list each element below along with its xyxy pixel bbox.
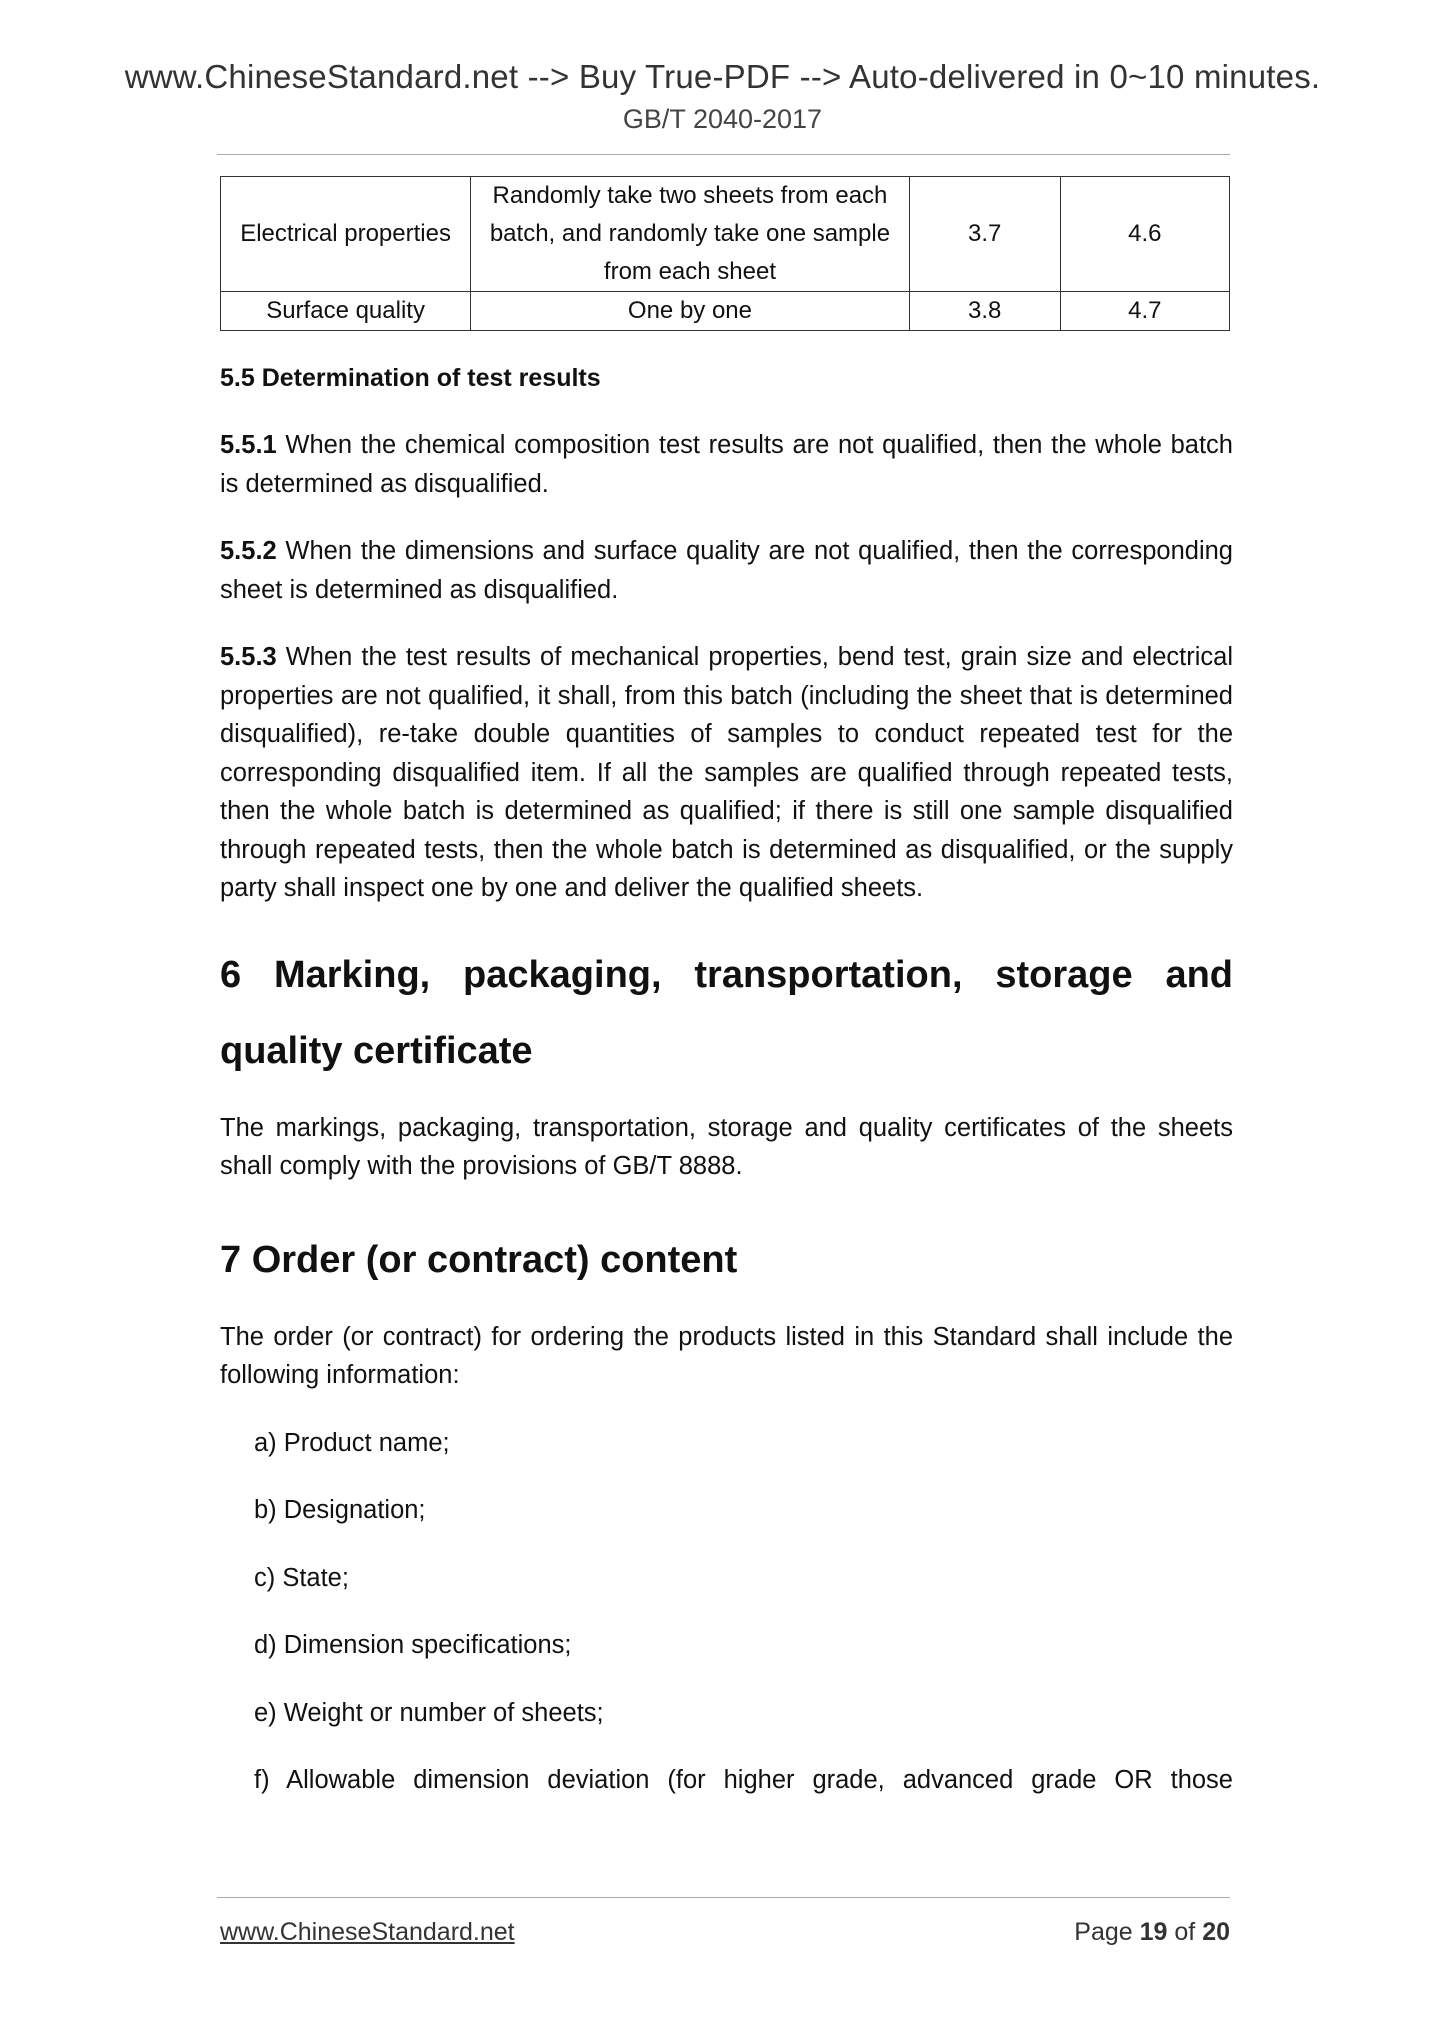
table-row (221, 292, 1230, 331)
list-item: f) Allowable dimension deviation (for higher grade, advanced grade OR those (254, 1766, 1233, 1794)
table-cell: 4.6 (1060, 177, 1229, 292)
list-item: e) Weight or number of sheets; (254, 1698, 604, 1727)
table-row (221, 177, 1230, 292)
footer-site-link[interactable]: www.ChineseStandard.net (220, 1918, 515, 1946)
page-number: 19 (1139, 1918, 1168, 1946)
header-divider (217, 154, 1230, 155)
clause-number: 5.5.2 (220, 537, 277, 565)
page-label: Page (1074, 1918, 1140, 1946)
table-cell: Randomly take two sheets from each batch, and randomly take one sample from each sheet (471, 177, 910, 292)
list-item: c) State; (254, 1563, 349, 1592)
clause-number: 5.5.1 (220, 431, 277, 459)
of-label: of (1167, 1918, 1203, 1946)
clause-5-5-1 (220, 426, 1233, 503)
clause-number: 5.5.3 (220, 643, 277, 671)
table-cell: 3.7 (909, 177, 1060, 292)
table-cell: 4.7 (1060, 292, 1229, 331)
section-6-heading (220, 937, 1233, 1089)
clause-5-5-2 (220, 532, 1233, 609)
table-cell: Electrical properties (221, 177, 471, 292)
section-5-5-heading: 5.5 Determination of test results (220, 364, 601, 392)
clause-5-5-3 (220, 638, 1233, 908)
list-item: b) Designation; (254, 1496, 426, 1524)
section-6-heading-line2: quality certificate (220, 1029, 533, 1072)
section-7-heading: 7 Order (or contract) content (220, 1238, 738, 1281)
list-item: d) Dimension specifications; (254, 1631, 572, 1659)
table-cell: One by one (471, 292, 910, 331)
clause-text: When the test results of mechanical properties, bend test, grain size and electrical properties are not qualified, it shall, from this batch (including the sheet that is determined disqualified), re-take double quantities of samples to conduct repeated test for the corresponding disqualified item. If all the samples are qualified through repeated tests, then the whole batch is determined as qualified; if there is still one sample disqualified through repeated tests, then the whole batch is determined as disqualified, or the supply party shall inspect one by one and deliver the qualified sheets. (220, 643, 1233, 902)
section-7-intro: The order (or contract) for ordering the products listed in this Standard shall include the following information: (220, 1322, 1233, 1389)
list-item: a) Product name; (254, 1428, 450, 1457)
document-body (220, 360, 1233, 1829)
page-total: 20 (1202, 1918, 1230, 1946)
document-id: GB/T 2040-2017 (622, 104, 823, 134)
clause-text: When the chemical composition test results are not qualified, then the whole batch is determined as disqualified. (220, 431, 1233, 498)
inspection-table (220, 176, 1230, 331)
header-banner: www.ChineseStandard.net --> Buy True-PDF --> Auto-delivered in 0~10 minutes. (124, 58, 1321, 95)
table-cell: Surface quality (221, 292, 471, 331)
section-6-text: The markings, packaging, transportation, storage and quality certificates of the sheets shall comply with the provisions of GB/T 8888. (220, 1113, 1233, 1180)
section-6-heading-line1: 6 Marking, packaging, transportation, storage and (220, 953, 1233, 996)
clause-text: When the dimensions and surface quality are not qualified, then the corresponding sheet is determined as disqualified. (220, 537, 1233, 604)
table-cell: 3.8 (909, 292, 1060, 331)
footer-divider (217, 1897, 1230, 1898)
page-indicator (1074, 1918, 1230, 1947)
